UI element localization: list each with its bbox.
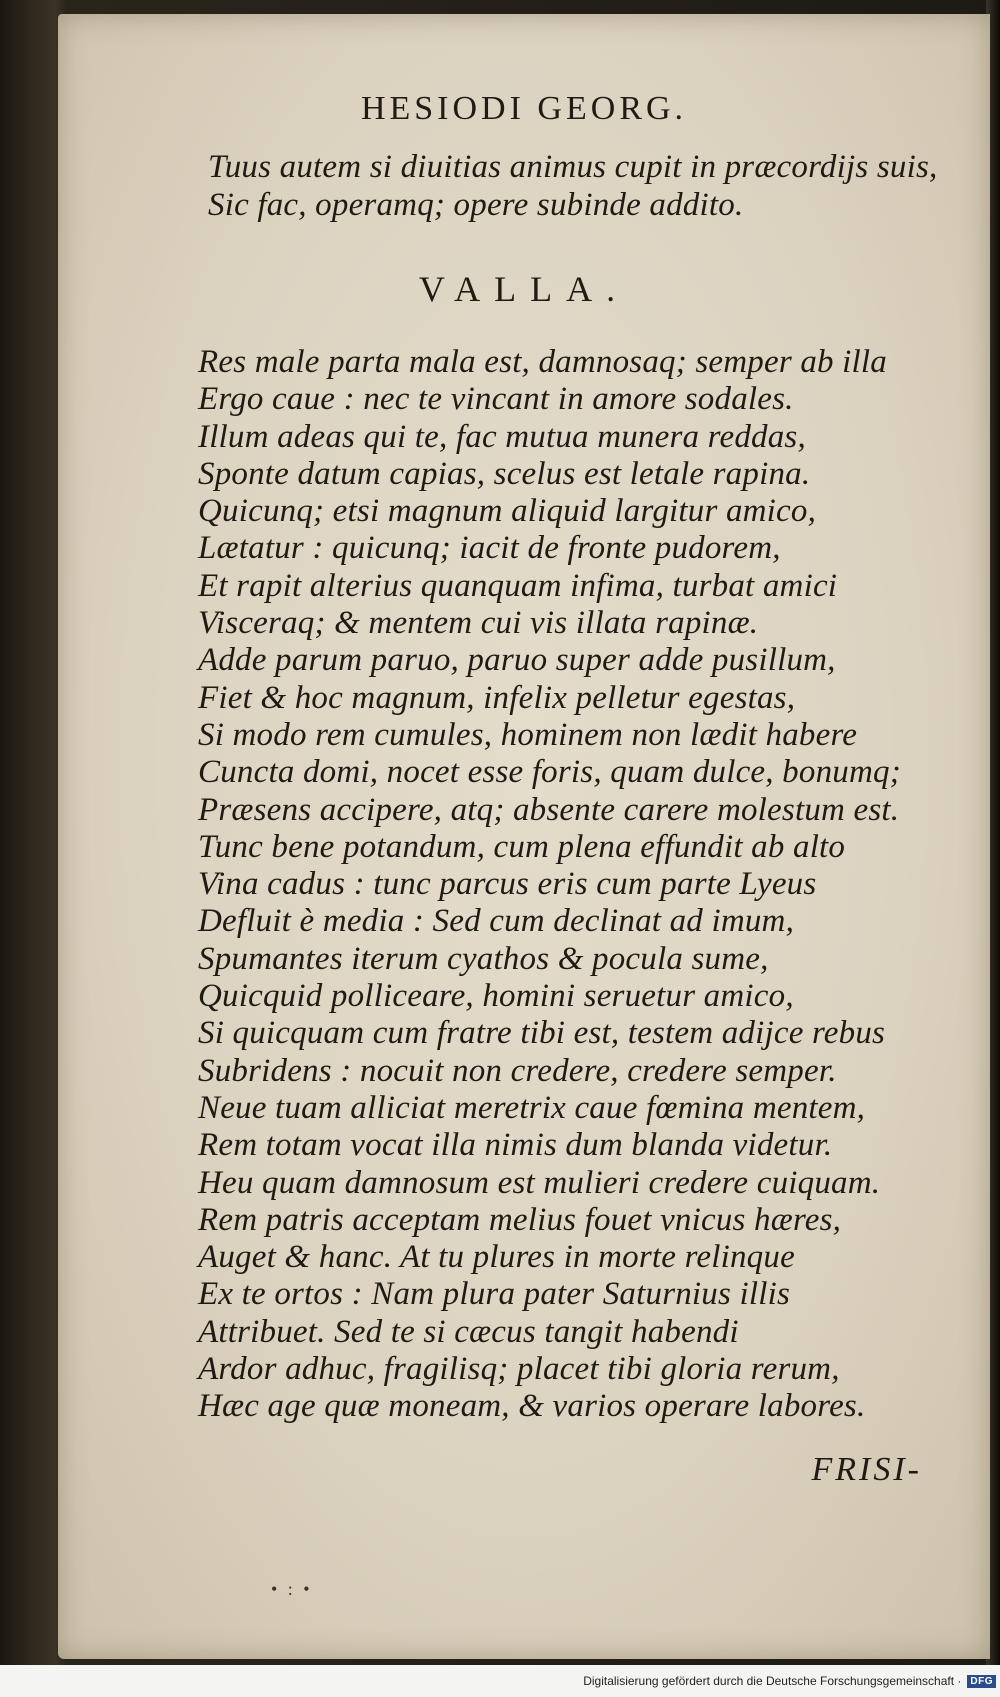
verse-line: Hæc age quæ moneam, & varios operare labores. [198,1388,866,1425]
intro-verses [208,148,988,224]
verse-line: Illum adeas qui te, fac mutua munera reddas, [198,418,806,455]
section-title: VALLA. [418,269,630,309]
verse-line: Tuus autem si diuitias animus cupit in præcordijs suis, [208,149,938,185]
footer-credit: Digitalisierung gefördert durch die Deutsche Forschungsgemeinschaft · [583,1674,962,1688]
verse-line: Ergo caue : nec te vincant in amore sodales. [198,381,794,418]
verse-line: Vina cadus : tunc parcus eris cum parte Lyeus [198,866,817,903]
verse-line: Rem totam vocat illa nimis dum blanda videtur. [198,1127,833,1164]
verse-line: Lætatur : quicunq; iacit de fronte pudorem, [198,530,781,567]
verse-line: Tunc bene potandum, cum plena effundit ab alto [198,828,846,865]
verse-line: Fiet & hoc magnum, infelix pelletur egestas, [198,679,796,716]
verse-line: Si modo rem cumules, hominem non lædit habere [198,716,858,753]
verse-line: Præsens accipere, atq; absente carere molestum est. [198,791,900,828]
digitization-footer [0,1665,1000,1697]
verse-line: Quicunq; etsi magnum aliquid largitur amico, [198,493,817,530]
dfg-logo: DFG [967,1675,996,1688]
verse-line: Ex te ortos : Nam plura pater Saturnius illis [198,1276,791,1313]
verse-line: Sic fac, operamq; opere subinde addito. [208,187,744,223]
running-header: HESIODI GEORG. [360,90,688,127]
book-page [58,14,990,1659]
verse-line: Defluit è media : Sed cum declinat ad imum, [198,903,795,940]
verse-line: Et rapit alterius quanquam infima, turbat amici [198,567,838,604]
verse-line: Subridens : nocuit non credere, credere semper. [198,1052,837,1089]
verse-line: Spumantes iterum cyathos & pocula sume, [198,940,769,977]
signature-mark: • : • [271,1579,313,1599]
verse-line: Res male parta mala est, damnosaq; semper ab illa [198,344,887,380]
verse-line: Neue tuam alliciat meretrix caue fœmina mentem, [198,1089,866,1126]
verse-line: Si quicquam cum fratre tibi est, testem adijce rebus [198,1015,886,1052]
catchword: FRISI- [811,1451,922,1488]
verse-line: Visceraq; & mentem cui vis illata rapinæ. [198,605,759,642]
verse-line: Heu quam damnosum est mulieri credere cuiquam. [198,1164,881,1201]
verse-line: Attribuet. Sed te si cæcus tangit habendi [198,1313,739,1350]
verse-line: Ardor adhuc, fragilisq; placet tibi gloria rerum, [198,1351,840,1388]
verse-line: Auget & hanc. At tu plures in morte relinque [198,1239,795,1276]
verse-line: Adde parum paruo, paruo super adde pusillum, [198,642,836,679]
poem-body [198,344,998,1426]
verse-line: Rem patris acceptam melius fouet vnicus hæres, [198,1201,842,1238]
verse-line: Quicquid polliceare, homini seruetur amico, [198,978,794,1015]
verse-line: Sponte datum capias, scelus est letale rapina. [198,455,811,492]
verse-line: Cuncta domi, nocet esse foris, quam dulce, bonumq; [198,754,901,791]
